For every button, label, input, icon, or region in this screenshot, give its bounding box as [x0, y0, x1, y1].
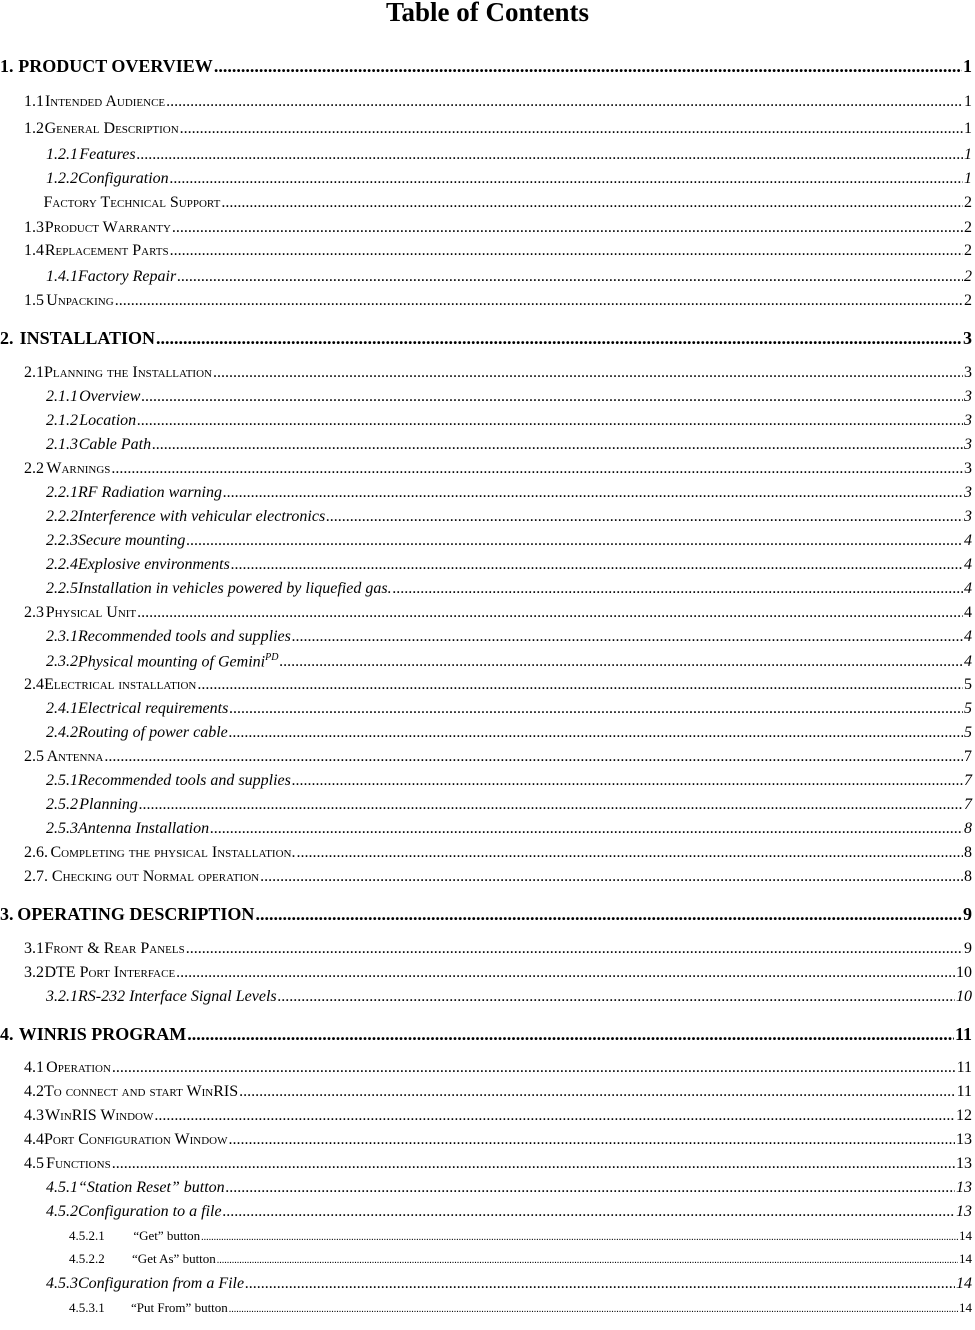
toc-entry-title: Port Configuration Window	[44, 1131, 228, 1148]
toc-entry-page: 3	[964, 412, 972, 429]
toc-entry-title: Completing the physical Installation.	[50, 844, 296, 861]
toc-leader-dots	[229, 1131, 956, 1149]
toc-leader-dots	[223, 1203, 955, 1221]
toc-entry-number: 3.	[0, 904, 14, 924]
toc-entry-title: Configuration	[78, 170, 169, 187]
toc-leader-dots	[152, 436, 963, 454]
toc-entry-number: 2.2.5	[46, 580, 78, 597]
toc-entry-number: 2.2	[24, 460, 44, 477]
toc-entry-number: 3.2	[24, 964, 44, 981]
toc-entry-number: 2.1	[24, 364, 44, 381]
toc-leader-dots	[213, 364, 963, 382]
toc-entry-number: 4.5.1	[46, 1179, 78, 1196]
toc-entry[interactable]	[0, 604, 975, 622]
toc-entry-number: 2.1.1	[46, 388, 78, 405]
toc-entry-page: 14	[956, 1275, 972, 1292]
toc-entry-title: Location	[79, 412, 137, 429]
toc-leader-dots	[239, 1083, 955, 1101]
toc-entry[interactable]	[0, 532, 975, 550]
toc-entry-title: Overview	[79, 388, 141, 405]
toc-entry-page: 3	[964, 388, 972, 405]
toc-entry-number: 2.2.2	[46, 508, 78, 525]
toc-leader-dots	[137, 412, 963, 430]
toc-entry[interactable]	[0, 194, 975, 212]
toc-entry[interactable]	[0, 1107, 975, 1125]
toc-entry[interactable]	[0, 146, 975, 164]
toc-entry-page: 4	[964, 580, 972, 597]
toc-leader-dots	[214, 56, 962, 77]
toc-entry-page: 11	[956, 1083, 972, 1100]
toc-leader-dots	[393, 580, 963, 598]
toc-entry[interactable]	[0, 1275, 975, 1293]
toc-entry-page: 5	[964, 724, 972, 741]
toc-leader-dots	[217, 1255, 958, 1266]
toc-entry-number: 2.	[0, 328, 14, 348]
toc-leader-dots	[201, 1232, 958, 1243]
toc-entry-title: Physical mounting of Gemini$^{PD}$	[78, 652, 279, 671]
toc-entry[interactable]	[0, 436, 975, 454]
toc-entry-page: 1	[964, 146, 972, 163]
toc-leader-dots	[180, 120, 963, 138]
toc-entry[interactable]	[0, 508, 975, 526]
toc-entry[interactable]	[0, 964, 975, 982]
toc-entry-title: Factory Repair	[78, 268, 177, 285]
toc-entry-page: 13	[956, 1203, 972, 1220]
toc-leader-dots	[187, 1024, 954, 1045]
toc-entry[interactable]	[0, 388, 975, 406]
toc-entry-title: WINRIS PROGRAM	[18, 1024, 187, 1044]
toc-entry-number: 2.1.3	[46, 436, 78, 453]
toc-entry-number: 1.4	[24, 242, 44, 259]
toc-entry[interactable]	[0, 268, 975, 286]
toc-leader-dots	[112, 1155, 955, 1173]
toc-entry-title: “Get As” button	[132, 1251, 216, 1266]
toc-entry-page: 9	[963, 904, 972, 924]
toc-entry-page: 7	[964, 772, 972, 789]
toc-entry-title: Routing of power cable	[78, 724, 228, 741]
toc-entry-number: 4.5	[24, 1155, 44, 1172]
toc-entry-title: Warnings	[46, 460, 111, 477]
toc-entry[interactable]	[0, 628, 975, 646]
toc-entry[interactable]	[0, 1203, 975, 1221]
toc-entry-page: 12	[956, 1107, 972, 1124]
toc-entry-number: 2.5	[24, 748, 44, 765]
toc-entry[interactable]	[0, 844, 975, 862]
toc-leader-dots	[172, 219, 963, 237]
toc-entry[interactable]	[0, 170, 975, 188]
toc-entry-number: 4.2	[24, 1083, 44, 1100]
toc-entry-page: 14	[959, 1300, 972, 1315]
toc-entry-number: 2.7.	[24, 868, 48, 885]
toc-entry-number: 4.1	[24, 1059, 44, 1076]
toc-entry-title: WinRIS Window	[45, 1107, 154, 1124]
toc-entry-page: 13	[956, 1155, 972, 1172]
toc-entry[interactable]	[0, 676, 975, 694]
toc-entry-number: 4.	[0, 1024, 14, 1044]
toc-entry-page: 13	[956, 1179, 972, 1196]
toc-leader-dots	[176, 964, 955, 982]
toc-entry-number: 1.1	[24, 93, 44, 110]
toc-entry-title: Replacement Parts	[44, 242, 169, 259]
toc-entry-page: 2	[964, 219, 972, 236]
toc-entry[interactable]	[0, 328, 975, 349]
toc-entry-title: Antenna	[46, 748, 104, 765]
toc-entry-title: “Put From” button	[131, 1300, 228, 1315]
page-title: Table of Contents	[385, 0, 590, 27]
toc-entry-title: Explosive environments	[78, 556, 230, 573]
toc-entry-title: RF Radiation warning	[78, 484, 222, 501]
toc-entry-page: 13	[956, 1131, 972, 1148]
toc-entry-page: 1	[964, 120, 972, 137]
toc-entry-title: General Description	[44, 120, 179, 137]
toc-entry-number: 1.	[0, 56, 14, 76]
toc-entry-number: 4.5.3.1	[69, 1300, 105, 1315]
toc-leader-dots	[210, 820, 963, 838]
toc-leader-dots	[326, 508, 963, 526]
toc-entry-title: Electrical installation	[44, 676, 197, 693]
toc-leader-dots	[170, 242, 963, 260]
toc-entry[interactable]	[0, 724, 975, 742]
toc-entry-title: Recommended tools and supplies	[78, 772, 291, 789]
toc-entry[interactable]	[0, 940, 975, 958]
toc-entry-page: 4	[964, 556, 972, 573]
toc-entry-title: Cable Path	[78, 436, 152, 453]
toc-entry-number: 2.3	[24, 604, 44, 621]
toc-entry-page: 2	[964, 242, 972, 259]
toc-leader-dots	[223, 484, 963, 502]
toc-leader-dots	[221, 194, 963, 212]
toc-leader-dots	[229, 700, 963, 718]
toc-leader-dots	[226, 1179, 955, 1197]
toc-entry[interactable]	[0, 219, 975, 237]
toc-entry-number: 2.3.2	[46, 653, 78, 671]
toc-entry-number: 4.3	[24, 1107, 44, 1124]
toc-entry-number: 4.5.2.2	[69, 1251, 105, 1266]
toc-entry-superscript: PD	[265, 652, 279, 663]
toc-entry-title: Checking out Normal operation	[51, 868, 260, 885]
toc-entry-number: 1.3	[24, 219, 44, 236]
toc-entry[interactable]	[0, 796, 975, 814]
toc-entry[interactable]	[0, 364, 975, 382]
toc-entry[interactable]	[0, 56, 975, 77]
toc-entry[interactable]	[0, 120, 975, 138]
toc-leader-dots	[154, 1107, 955, 1125]
toc-entry[interactable]	[0, 412, 975, 430]
toc-entry-title: Electrical requirements	[78, 700, 229, 717]
toc-leader-dots	[229, 724, 963, 742]
toc-entry-number: 3.1	[24, 940, 44, 957]
toc-leader-dots	[104, 748, 963, 766]
toc-entry-page: 14	[959, 1251, 972, 1266]
toc-entry-title: Front & Rear Panels	[44, 940, 185, 957]
toc-entry-number: 2.1.2	[46, 412, 78, 429]
toc-leader-dots	[260, 868, 963, 886]
toc-entry-title: To connect and start WinRIS	[44, 1083, 239, 1100]
toc-leader-dots	[292, 628, 963, 646]
toc-entry-number: 2.6.	[24, 844, 48, 861]
toc-entry-number: 1.4.1	[46, 268, 78, 285]
toc-leader-dots	[255, 904, 962, 925]
toc-entry-page: 3	[964, 484, 972, 501]
toc-entry[interactable]	[0, 292, 975, 310]
toc-entry[interactable]	[0, 1179, 975, 1197]
toc-entry-number: 2.4.2	[46, 724, 78, 741]
toc-entry-number: 4.4	[24, 1131, 44, 1148]
toc-entry-number: 4.5.3	[46, 1275, 78, 1292]
toc-entry-title: Functions	[46, 1155, 111, 1172]
toc-leader-dots	[245, 1275, 955, 1293]
toc-entry[interactable]	[0, 748, 975, 766]
toc-entry-title: Product Warranty	[44, 219, 171, 236]
toc-leader-dots	[231, 556, 963, 574]
toc-entry[interactable]	[0, 1083, 975, 1101]
toc-entry[interactable]	[0, 93, 975, 111]
toc-entry-page: 2	[964, 268, 972, 285]
toc-entry[interactable]	[0, 242, 975, 260]
toc-entry-page: 4	[964, 532, 972, 549]
toc-entry-title: PRODUCT OVERVIEW	[18, 56, 213, 76]
toc-entry-title: INSTALLATION	[19, 328, 156, 348]
toc-entry-title: Antenna Installation	[78, 820, 210, 837]
toc-entry-page: 5	[964, 700, 972, 717]
toc-entry-page: 11	[956, 1059, 972, 1076]
toc-entry-page: 4	[964, 653, 972, 671]
toc-entry-title: OPERATING DESCRIPTION	[17, 904, 255, 924]
toc-entry[interactable]	[0, 1300, 975, 1316]
toc-entry-number: 1.5	[24, 292, 44, 309]
toc-entry-page: 3	[964, 508, 972, 525]
toc-leader-dots	[111, 460, 963, 478]
toc-entry-title: Features	[79, 146, 136, 163]
toc-entry[interactable]	[0, 988, 975, 1006]
toc-leader-dots	[115, 292, 963, 310]
toc-leader-dots	[112, 1059, 956, 1077]
toc-entry-number: 2.2.4	[46, 556, 78, 573]
toc-entry[interactable]	[0, 484, 975, 502]
toc-entry-number: 2.5.2	[46, 796, 78, 813]
toc-leader-dots	[186, 532, 963, 550]
toc-entry-title: Installation in vehicles powered by liquefied gas.	[78, 580, 392, 597]
toc-entry-title: Recommended tools and supplies	[78, 628, 291, 645]
toc-entry[interactable]	[0, 904, 975, 925]
toc-entry[interactable]	[0, 556, 975, 574]
toc-entry[interactable]	[0, 700, 975, 718]
toc-entry-number: 1.2	[24, 120, 44, 137]
toc-leader-dots	[170, 170, 963, 188]
toc-entry-title: Operation	[46, 1059, 111, 1076]
toc-entry-title: Interference with vehicular electronics	[78, 508, 326, 525]
toc-entry-page: 8	[964, 844, 972, 861]
toc-leader-dots	[156, 328, 962, 349]
toc-leader-dots	[139, 796, 963, 814]
toc-entry[interactable]	[0, 1059, 975, 1077]
toc-entry-page: 4	[964, 604, 972, 621]
toc-entry-page: 1	[962, 56, 972, 76]
toc-entry-page: 8	[964, 868, 972, 885]
toc-entry-title: Configuration from a File	[78, 1275, 245, 1292]
toc-entry-title: Secure mounting	[78, 532, 186, 549]
toc-entry[interactable]	[0, 1155, 975, 1173]
toc-entry[interactable]	[0, 460, 975, 478]
toc-entry-page: 3	[964, 460, 972, 477]
toc-entry-page: 10	[956, 964, 972, 981]
toc-entry-title: Intended Audience	[44, 93, 166, 110]
toc-entry-title: “Get” button	[133, 1228, 201, 1243]
toc-entry-page: 3	[963, 328, 972, 348]
toc-entry-title: Physical Unit	[45, 604, 137, 621]
toc-entry-page: 9	[964, 940, 972, 957]
toc-entry-page: 1	[964, 170, 972, 187]
toc-entry[interactable]	[0, 772, 975, 790]
toc-entry-number: 2.2.3	[46, 532, 78, 549]
toc-entry-page: 7	[964, 748, 972, 765]
toc-entry-title: RS-232 Interface Signal Levels	[78, 988, 277, 1005]
toc-leader-dots	[292, 772, 963, 790]
toc-leader-dots	[137, 604, 963, 622]
toc-entry[interactable]	[0, 868, 975, 886]
toc-entry-page: 3	[964, 436, 972, 453]
toc-entry-page: 2	[964, 194, 972, 211]
toc-entry-title: Planning	[79, 796, 138, 813]
toc-entry-page: 4	[964, 628, 972, 645]
toc-entry-number: 2.4	[24, 676, 44, 693]
toc-entry-title: Planning the Installation	[44, 364, 212, 381]
toc-leader-dots	[279, 653, 963, 671]
toc-entry-number: 1.2.2	[46, 170, 78, 187]
toc-entry[interactable]	[0, 652, 975, 671]
toc-entry-number: 1.2.1	[46, 146, 78, 163]
toc-entry-page: 3	[964, 364, 972, 381]
toc-entry-page: 10	[956, 988, 972, 1005]
toc-entry-number: 2.3.1	[46, 628, 78, 645]
toc-entry-page: 5	[964, 676, 972, 693]
toc-entry-page: 7	[964, 796, 972, 813]
toc-entry[interactable]	[0, 1228, 975, 1244]
toc-entry-number: 3.2.1	[46, 988, 78, 1005]
toc-leader-dots	[137, 146, 963, 164]
toc-leader-dots	[186, 940, 963, 958]
toc-entry[interactable]	[0, 1131, 975, 1149]
toc-leader-dots	[296, 844, 963, 862]
toc-entry[interactable]	[0, 820, 975, 838]
toc-entry-number: 2.5.1	[46, 772, 78, 789]
toc-leader-dots	[166, 93, 963, 111]
toc-entry-page: 1	[964, 93, 972, 110]
toc-entry-title: DTE Port Interface	[44, 964, 176, 981]
toc-entry-title: Configuration to a file	[78, 1203, 222, 1220]
toc-leader-dots	[177, 268, 963, 286]
toc-entry[interactable]	[0, 1024, 975, 1045]
toc-entry-number: 4.5.2	[46, 1203, 78, 1220]
toc-entry-page: 11	[954, 1024, 972, 1044]
toc-entry-page: 2	[964, 292, 972, 309]
toc-entry-title: Factory Technical Support	[43, 194, 221, 211]
toc-entry-page: 8	[964, 820, 972, 837]
toc-entry-page: 14	[959, 1228, 972, 1243]
toc-entry[interactable]	[0, 1251, 975, 1267]
toc-entry-number: 2.2.1	[46, 484, 78, 501]
toc-leader-dots	[197, 676, 963, 694]
toc-entry-number: 4.5.2.1	[69, 1228, 105, 1243]
toc-leader-dots	[229, 1304, 958, 1315]
toc-entry[interactable]	[0, 580, 975, 598]
toc-entry-title: Unpacking	[46, 292, 114, 309]
toc-entry-number: 2.5.3	[46, 820, 78, 837]
toc-entry-title: “Station Reset” button	[78, 1179, 225, 1196]
toc-leader-dots	[141, 388, 963, 406]
toc-entry-number: 2.4.1	[46, 700, 78, 717]
toc-leader-dots	[278, 988, 955, 1006]
